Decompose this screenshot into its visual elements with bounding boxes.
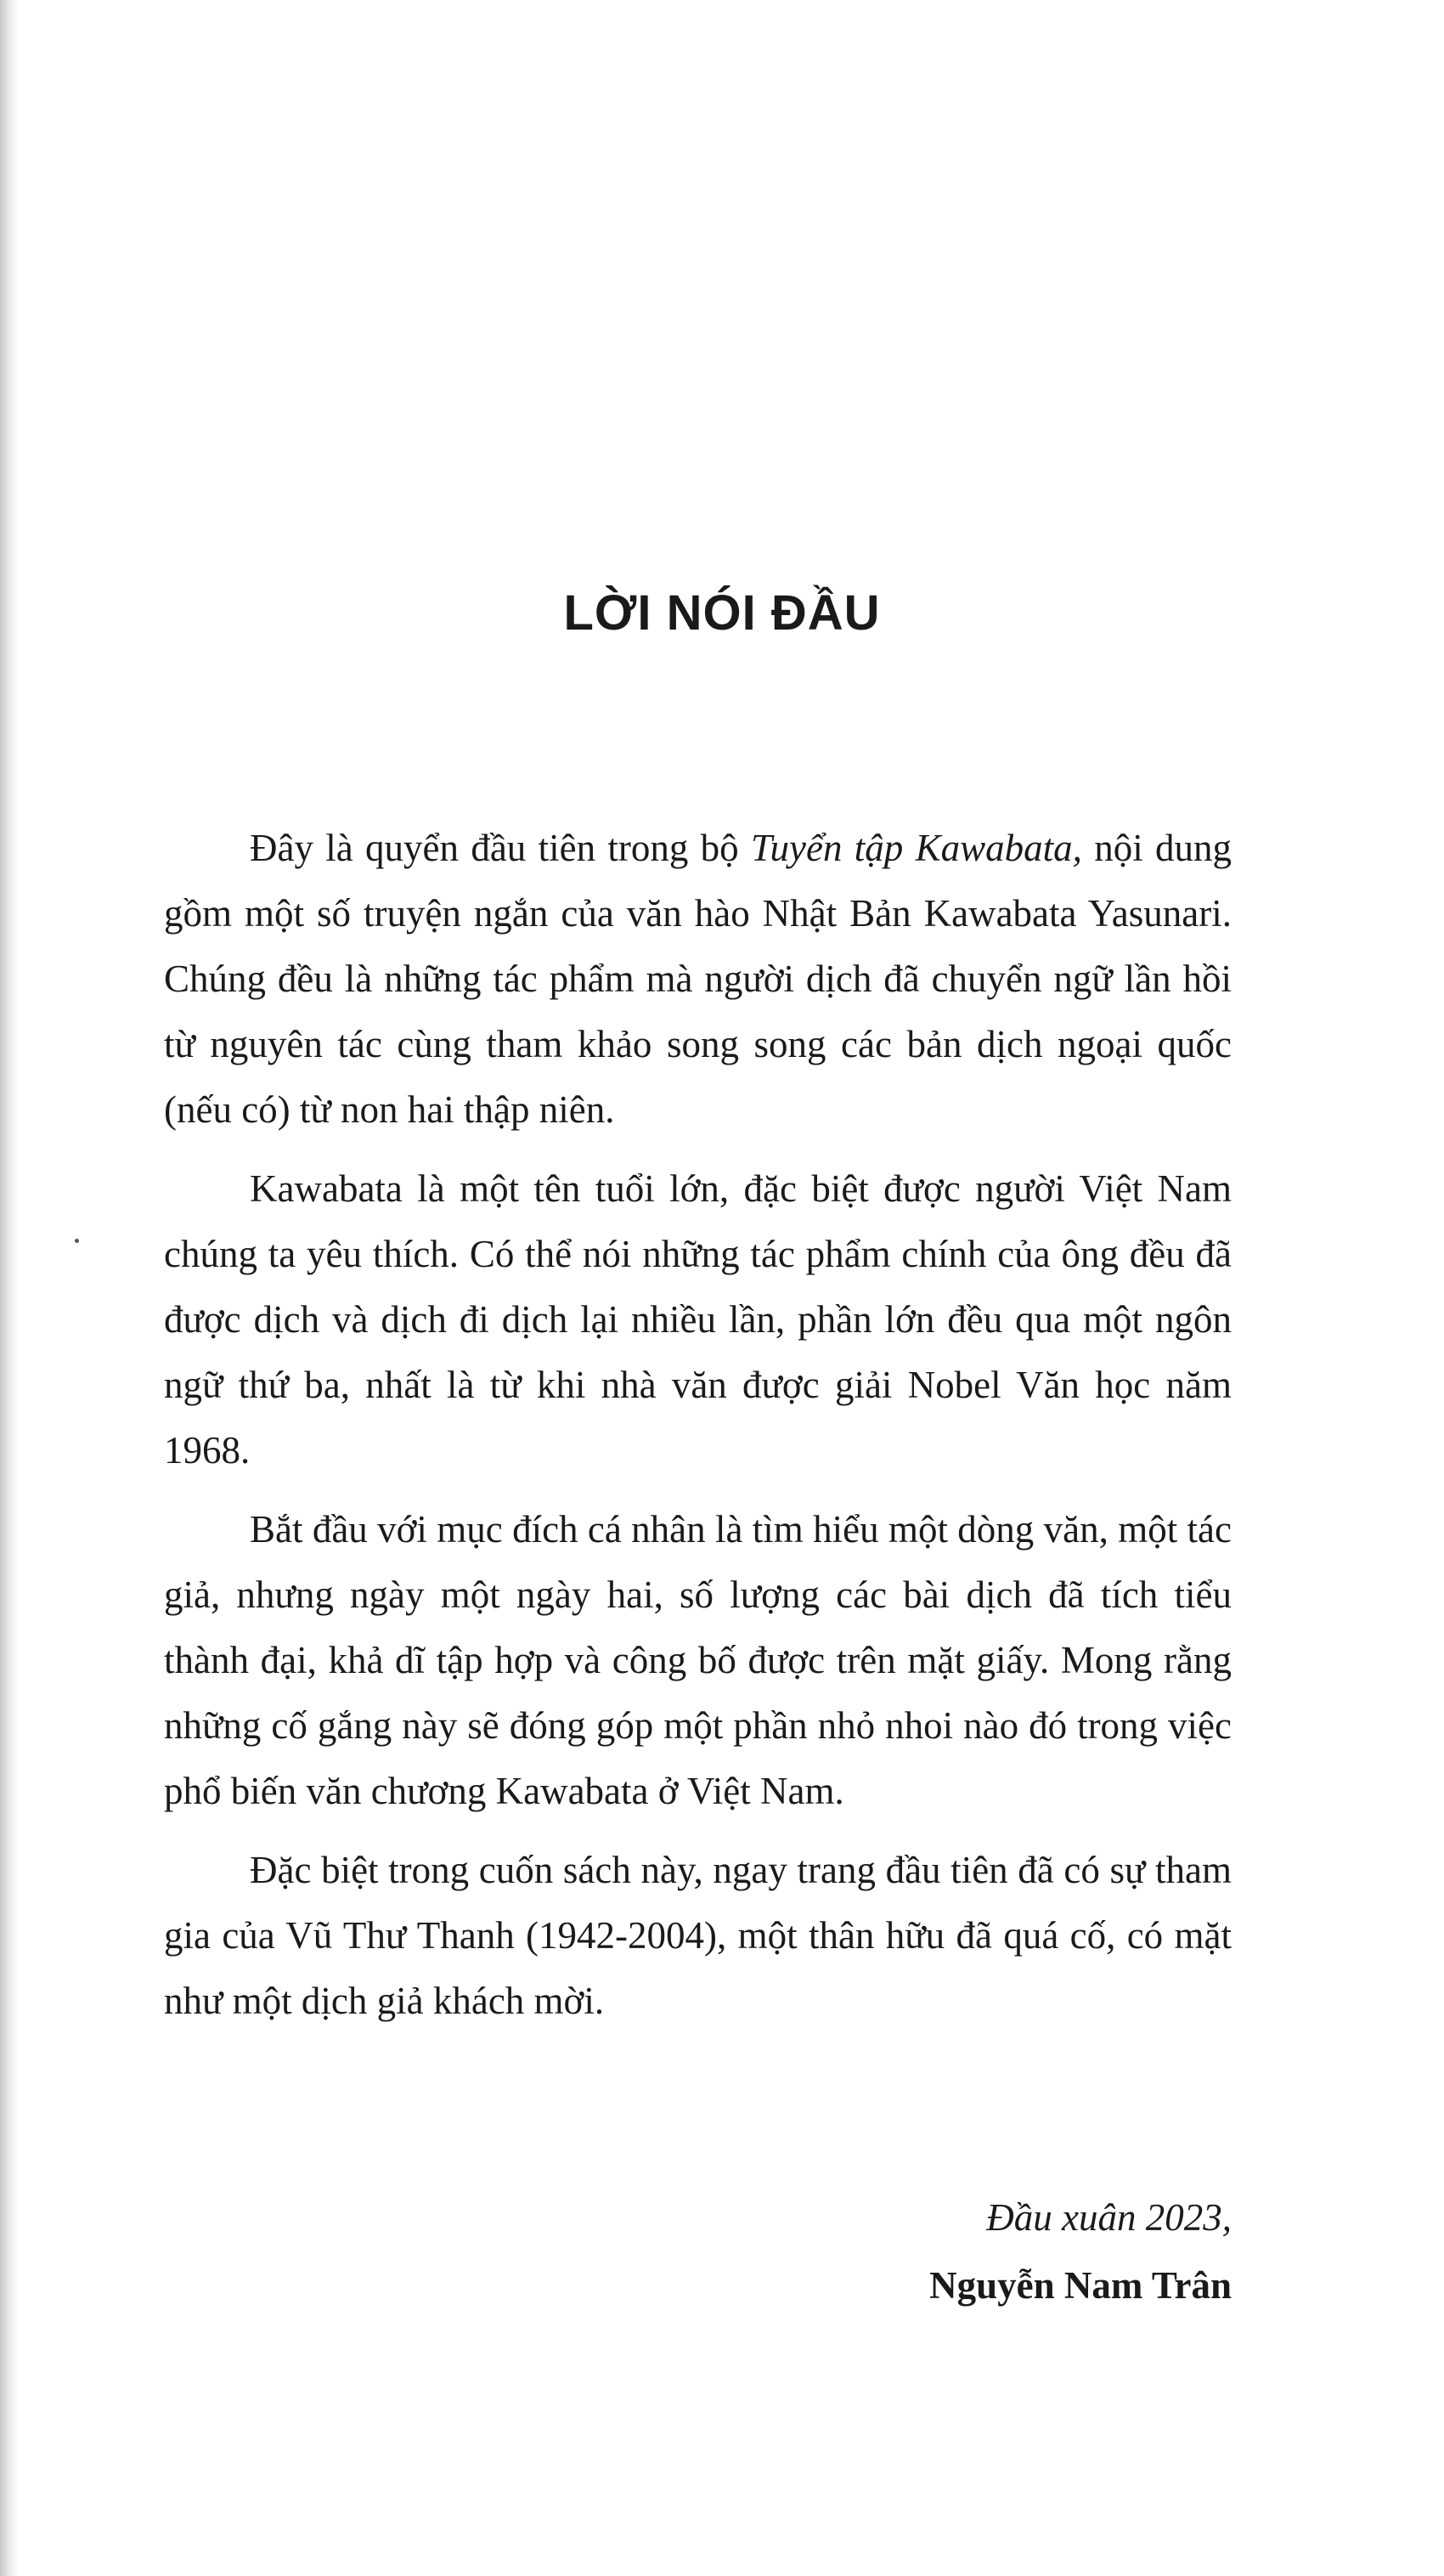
page-edge-shadow	[0, 0, 19, 2576]
paragraph-4: Đặc biệt trong cuốn sách này, ngay trang đầu tiên đã có sự tham gia của Vũ Thư Thanh (1942-2004), một thân hữu đã quá cố, có mặt như một dịch giả khách mời.	[164, 1849, 1232, 2022]
paragraph-1-intro: Đây là quyển đầu tiên trong bộ	[250, 827, 751, 869]
book-title: Tuyển tập Kawabata,	[751, 827, 1082, 869]
paragraph-1	[164, 816, 1232, 1143]
signature-block	[929, 2183, 1232, 2319]
signature-name: Nguyễn Nam Trân	[929, 2264, 1232, 2307]
page-title: LỜI NÓI ĐẦU	[563, 585, 881, 641]
paragraph-2: Kawabata là một tên tuổi lớn, đặc biệt được người Việt Nam chúng ta yêu thích. Có thể nói những tác phẩm chính của ông đều đã được dịch và dịch đi dịch lại nhiều lần, phần lớn đều qua một ngôn ngữ thứ ba, nhất là từ khi nhà văn được giải Nobel Văn học năm 1968.	[164, 1167, 1232, 1472]
signature-date: Đầu xuân 2023,	[986, 2196, 1232, 2239]
preface-body	[164, 816, 1232, 2048]
paragraph-1-rest: nội dung gồm một số truyện ngắn của văn hào Nhật Bản Kawabata Yasunari. Chúng đều là những tác phẩm mà người dịch đã chuyển ngữ lần hồi từ nguyên tác cùng tham khảo song song các bản dịch ngoại quốc (nếu có) từ non hai thập niên.	[164, 827, 1232, 1131]
paragraph-3: Bắt đầu với mục đích cá nhân là tìm hiểu một dòng văn, một tác giả, nhưng ngày một ngày hai, số lượng các bài dịch đã tích tiểu thành đại, khả dĩ tập hợp và công bố được trên mặt giấy. Mong rằng những cố gắng này sẽ đóng góp một phần nhỏ nhoi nào đó trong việc phổ biến văn chương Kawabata ở Việt Nam.	[164, 1508, 1232, 1812]
print-speck	[75, 1239, 79, 1243]
